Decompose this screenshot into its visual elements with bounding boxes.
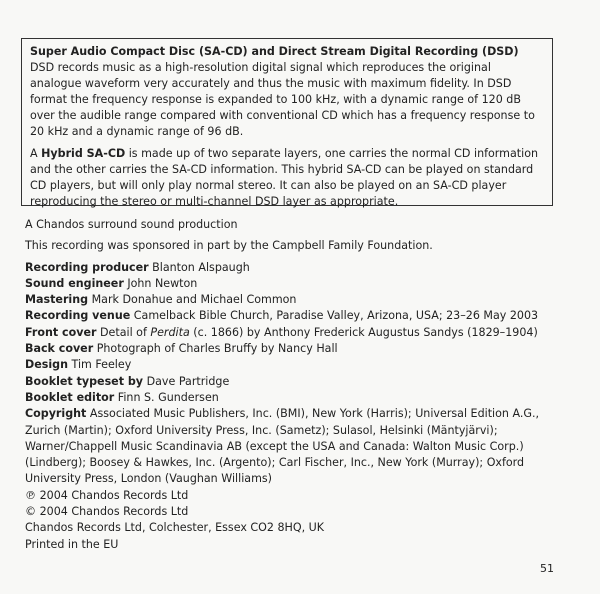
- credit-label: Booklet typeset by: [25, 374, 144, 388]
- credit-design: [25, 357, 560, 373]
- credit-value: Associated Music Publishers, Inc. (BMI), New York (Harris); Universal Edition A.G., Zurich (Martin); Oxford University Press, Inc. (Sametz); Sulasol, Helsinki (Mäntyjärvi); Warner/Chappell Music Scandinavia AB (except the USA and Canada: Walton Music Corp.) (Lindberg); Boosey & Hawkes, Inc. (Argento); Carl Fischer, Inc., New York (Murray); Oxford University Press, London (Vaughan Williams): [25, 407, 540, 486]
- credits-section: [25, 217, 560, 553]
- credit-value: John Newton: [123, 276, 198, 290]
- sacd-paragraph-dsd: DSD records music as a high-resolution digital signal which reproduces the original analogue waveform very accurately and thus the music with maximum fidelity. In DSD format the frequency response is expanded to 100 kHz, with a dynamic range of 120 dB over the audible range compared with conventional CD which has a frequency response to 20 kHz and a dynamic range of 96 dB.: [30, 61, 535, 138]
- credit-recording-producer: [25, 260, 560, 276]
- address-line: Chandos Records Ltd, Colchester, Essex CO2 8HQ, UK: [25, 521, 325, 535]
- phonogram-line: ℗ 2004 Chandos Records Ltd: [25, 488, 189, 502]
- credit-booklet-typeset: [25, 374, 560, 390]
- page-number: 51: [540, 562, 554, 575]
- credit-value: Dave Partridge: [143, 374, 230, 388]
- credit-value: Photograph of Charles Bruffy by Nancy Hall: [93, 342, 338, 356]
- credit-label: Recording producer: [25, 260, 149, 274]
- hybrid-text: is made up of two separate layers, one carries the normal CD information and the other carries the SA-CD information. This hybrid SA-CD can be played on standard CD players, but will only play normal stereo. It can also be played on an SA-CD player reproducing the stereo or multi-channel DSD layer as appropriate.: [30, 147, 539, 208]
- credit-mastering: [25, 292, 560, 308]
- credit-label: Mastering: [25, 293, 89, 307]
- credit-sound-engineer: [25, 276, 560, 292]
- artwork-title: Perdita: [150, 325, 190, 339]
- sacd-paragraph-hybrid: [30, 146, 544, 210]
- credit-label: Front cover: [25, 325, 97, 339]
- credit-value: Blanton Alspaugh: [148, 260, 250, 274]
- credit-label: Recording venue: [25, 309, 131, 323]
- credit-label: Back cover: [25, 342, 94, 356]
- credit-recording-venue: [25, 308, 560, 324]
- production-note: A Chandos surround sound production: [25, 218, 238, 231]
- hybrid-term: Hybrid SA-CD: [41, 147, 126, 160]
- credit-back-cover: [25, 341, 560, 357]
- credit-label: Sound engineer: [25, 276, 124, 290]
- printed-line: Printed in the EU: [25, 537, 119, 551]
- credit-booklet-editor: [25, 390, 560, 406]
- credit-front-cover: [25, 325, 560, 341]
- credit-value: Tim Feeley: [67, 358, 132, 372]
- credit-value: Detail of: [96, 325, 151, 339]
- sacd-title: Super Audio Compact Disc (SA-CD) and Direct Stream Digital Recording (DSD): [30, 45, 519, 58]
- credit-copyright: [25, 406, 560, 487]
- copyright-line: © 2004 Chandos Records Ltd: [25, 505, 189, 519]
- credit-label: Booklet editor: [25, 390, 115, 404]
- sponsor-note: This recording was sponsored in part by the Campbell Family Foundation.: [25, 239, 433, 253]
- credit-value: (c. 1866) by Anthony Frederick Augustus Sandys (1829–1904): [189, 325, 538, 339]
- hybrid-prefix: A: [30, 147, 42, 160]
- credit-label: Design: [25, 358, 68, 372]
- credit-value: Camelback Bible Church, Paradise Valley, Arizona, USA; 23–26 May 2003: [130, 309, 539, 323]
- sacd-info-box: [21, 38, 553, 206]
- credit-value: Finn S. Gundersen: [114, 390, 219, 404]
- credit-label: Copyright: [25, 407, 87, 421]
- credit-value: Mark Donahue and Michael Common: [88, 293, 297, 307]
